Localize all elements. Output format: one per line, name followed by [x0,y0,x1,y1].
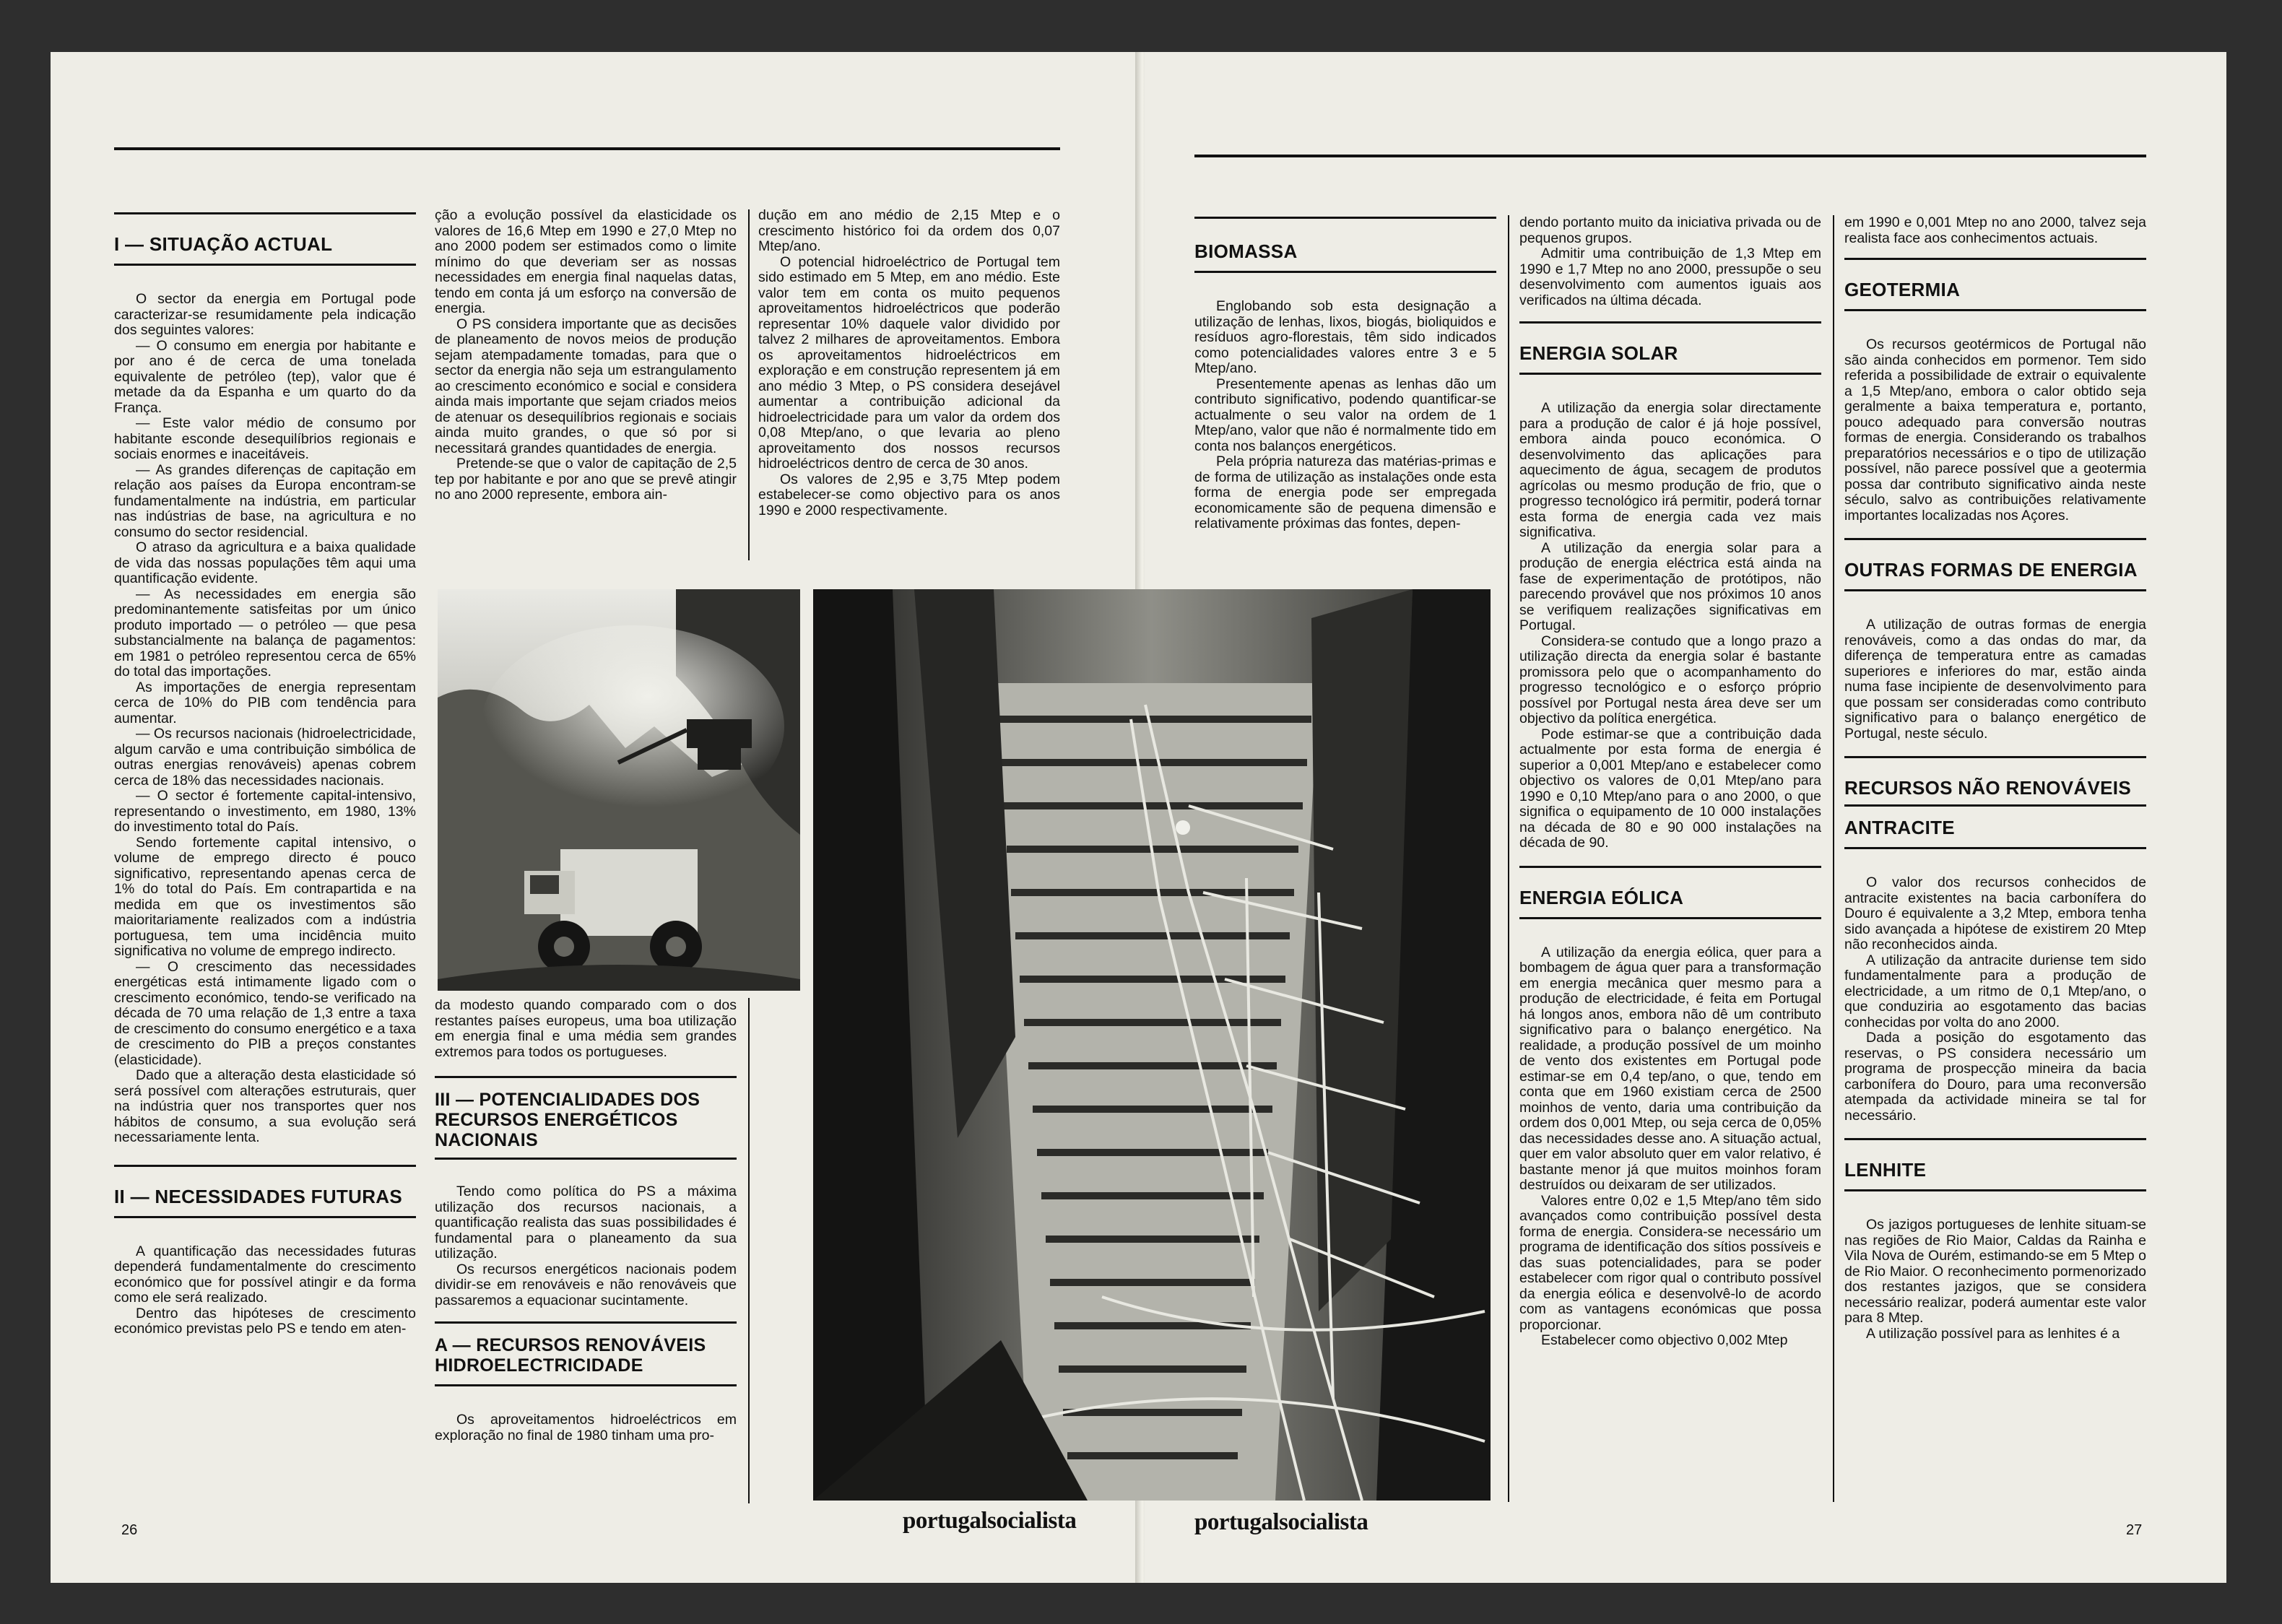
paragraph: Pela própria natureza das matérias-primas e de forma de utilização as instalações onde esta forma de energia pode ser empregada economicamente são de pequena dimensão e relativamente próximas das fontes, depen- [1194,453,1496,531]
paragraph: O potencial hidroeléctrico de Portugal tem sido estimado em 5 Mtep, em ano médio. Este valor tem em conta os muito pequenos aproveitamentos hidroeléctricos que poderão representar 10% daquele valor dividido por talvez 2 milhares de aproveitamentos. Embora os aproveitamentos hidroeléctricos em exploração e em construção representem já em ano médio 3 Mtep, o PS considera desejável aumentar a contribuição adicional da hidroelectricidade para um valor da ordem dos 0,08 Mtep/ano, o que levaria ao pleno aproveitamento dos nossos recursos hidroeléctricos dentro de cerca de 30 anos. [758,253,1060,472]
paragraph: O sector da energia em Portugal pode caracterizar-se resumidamente pela indicação dos seguintes valores: [114,291,416,338]
paragraph: — O sector é fortemente capital-intensivo, representando o investimento, em 1980, 13% do investimento total do País. [114,788,416,835]
masthead-left: portugalsocialista [903,1508,1077,1534]
paragraph: Dentro das hipóteses de crescimento económico previstas pelo PS e tendo em aten- [114,1305,416,1337]
paragraph: Presentemente apenas as lenhas dão um contributo significativo, podendo quantificar-se actualmente o seu valor na ordem de 1 Mtep/ano, valor que não é normalmente tido em conta nos balanços energéticos. [1194,375,1496,454]
masthead-right: portugalsocialista [1194,1509,1368,1535]
paragraph: Considera-se contudo que a longo prazo a utilização directa da energia solar é bastante promissora pelo que o acompanhamento do progresso tecnológico e o esforço próprio possível por Portugal nesta área deve ser um objectivo da política energética. [1519,633,1821,726]
paragraph: Tendo como política do PS a máxima utilização dos recursos nacionais, a quantificação realista das suas possibilidades é fundamental para o planeamento da sua utilização. [435,1184,737,1262]
section-heading: ENERGIA EÓLICA [1519,866,1821,919]
paragraph: Valores entre 0,02 e 1,5 Mtep/ano têm sido avançados como contribuição possível desta forma de energia. Considera-se necessário um programa de identificação dos sítios possíveis e das suas potencialidades, para se poder estabelecer com rigor qual o contributo possível da energia eólica e desenvolvê-lo de acordo com as vantagens económicas que possa proporcionar. [1519,1192,1821,1333]
paragraph: — O crescimento das necessidades energéticas está intimamente ligado com o crescimento económico, tendo-se verificado na década de 70 uma relação de 1,3 entre a taxa de crescimento do consumo energético e a taxa de crescimento do PIB a preços constantes (elasticidade). [114,958,416,1068]
paragraph: dução em ano médio de 2,15 Mtep e o crescimento histórico foi da ordem dos 0,07 Mtep/ano. [758,207,1060,254]
left-column-1 [114,212,416,1337]
paragraph: A utilização da energia eólica, quer para a bombagem de água quer para a transformação em energia mecânica quer mesmo para a produção de electricidade, é feita em Portugal há longos anos, embora não dê um contributo significativo para o balanço energético. Na realidade, a produção possível de um moinho de vento dos existentes em Portugal pode estimar-se em 0,4 tep/ano, o que, tendo em conta que em 1960 existiam cerca de 2500 moinhos de vento, daria uma contribuição da ordem dos 0,001 Mtep, ou seja cerca de 0,05% das necessidades desse ano. A situação actual, quer em valor absoluto quer em valor relativo, é bastante menor já que muitos moinhos foram destruídos ou deixaram de ser utilizados. [1519,944,1821,1193]
paragraph: A utilização da antracite duriense tem sido fundamentalmente para a produção de electricidade, a um ritmo de 0,1 Mtep/ano, o que conduziria ao esgotamento das bacias conhecidas por volta do ano 2000. [1844,952,2146,1030]
paragraph: Os jazigos portugueses de lenhite situam-se nas regiões de Rio Maior, Caldas da Rainha e Vila Nova de Ourém, estimando-se em 5 Mtep o de Rio Maior. O reconhecimento pormenorizado dos restantes jazigos, que se considera necessário realizar, poderá aumentar este valor para 8 Mtep. [1844,1217,2146,1326]
top-rule-right [1194,155,2146,157]
column-divider [1833,215,1834,1502]
left-column-2-top [435,208,737,503]
paragraph: Englobando sob esta designação a utilização de lenhas, lixos, biogás, bioliquidos e resíduos agro-florestais, têm sido indicados como potencialidades valores entre 3 e 5 Mtep/ano. [1194,298,1496,376]
paragraph: — Os recursos nacionais (hidroelectricidade, algum carvão e uma contribuição simbólica de outras energias renováveis) apenas cobrem cerca de 18% das necessidades nacionais. [114,726,417,789]
paragraph: dendo portanto muito da iniciativa privada ou de pequenos grupos. [1519,214,1821,246]
left-column-2-bottom [435,998,737,1443]
paragraph: — Este valor médio de consumo por habitante esconde desequilíbrios regionais e sociais enormes e inaceitáveis. [114,415,416,462]
top-rule-left [114,147,1060,150]
paragraph: — As grandes diferenças de capitação em relação aos países da Europa encontram-se fundamentalmente na indústria, em particular nas indústrias de base, na agricultura e no consumo do sector residencial. [114,461,416,540]
section-heading: A — RECURSOS RENOVÁVEIS HIDROELECTRICIDADE [435,1321,737,1386]
paragraph: Dada a posição do esgotamento das reservas, o PS considera necessário um programa de prospecção mineira da bacia carbonífera do Douro, para uma reconversão atempada da actividade mineira se tal for necessário. [1844,1030,2146,1124]
mining-truck-photo [438,589,800,991]
paragraph: Os aproveitamentos hidroeléctricos em exploração no final de 1980 tinham uma pro- [435,1412,737,1443]
paragraph: em 1990 e 0,001 Mtep no ano 2000, talvez seja realista face aos conhecimentos actuais. [1844,214,2146,246]
paragraph: — As necessidades em energia são predominantemente satisfeitas por um único produto importado — o petróleo — que pesa substancialmente na balança de pagamentos: em 1981 o petróleo representou cerca de 65% do total das importações. [114,586,416,679]
paragraph: O valor dos recursos conhecidos de antracite existentes na bacia carbonífera do Douro é equivalente a 3,2 Mtep, embora tenha sido avançada a hipótese de existirem 20 Mtep não reconhecidos ainda. [1844,874,2146,952]
paragraph: — O consumo em energia por habitante e por ano é de cerca de uma tonelada equivalente de petróleo (tep), valor que é metade da da Espanha e um quarto do da França. [114,337,416,416]
section-heading: GEOTERMIA [1844,258,2146,311]
column-divider [748,209,750,560]
paragraph: Dado que a alteração desta elasticidade só será possível com alterações estruturais, quer na indústria quer nos transportes quer nos hábitos de consumo, a sua evolução será necessariamente lenta. [114,1067,416,1145]
section-heading: ANTRACITE [1844,804,2146,849]
paragraph: Pretende-se que o valor de capitação de 2,5 tep por habitante e por ano que se prevê atingir no ano 2000 represente, embora ain- [435,456,737,503]
paragraph: As importações de energia representam cerca de 10% do PIB com tendência para aumentar. [114,679,416,726]
paragraph: A quantificação das necessidades futuras dependerá fundamentalmente do crescimento económico que for possível atingir e da forma como ele será realizado. [114,1243,416,1306]
paragraph: Sendo fortemente capital intensivo, o volume de emprego directo é pouco significativo, representando apenas cerca de 1% do total do País. Em contrapartida e na medida em que os investimentos são maioritariamente realizados com a indústria portuguesa, tem uma incidência muito significativa no volume de emprego indirecto. [114,834,416,959]
section-heading: II — NECESSIDADES FUTURAS [114,1165,416,1218]
section-heading: III — POTENCIALIDADES DOS RECURSOS ENERGÉTICOS NACIONAIS [435,1076,737,1160]
paragraph: Pode estimar-se que a contribuição dada actualmente por esta forma de energia é superior a 0,001 Mtep/ano e estabelecer como objectivo os valores de 0,01 Mtep/ano para 1990 e 0,10 Mtep/ano para o ano 2000, o que significa o equipamento de 10 000 instalações na década de 80 e 90 000 instalações na década de 90. [1519,726,1821,851]
right-column-1 [1194,217,1496,532]
paragraph: A utilização possível para as lenhites é a [1866,1325,2120,1342]
paragraph: O atraso da agricultura e a baixa qualidade de vida das nossas populações têm aqui uma quantificação evidente. [114,539,416,586]
staircase-scaffolding-photo [813,589,1491,1501]
right-column-2 [1519,215,1821,1349]
section-heading: OUTRAS FORMAS DE ENERGIA [1844,538,2146,591]
column-divider [1508,215,1509,1502]
paragraph: Os recursos geotérmicos de Portugal não são ainda conhecidos em pormenor. Tem sido referida a possibilidade de extrair o equivalente a 1,5 Mtep/ano, embora o calor obtido seja geralmente a baixa temperatura e, portanto, pouco adequado para conversão noutras formas de energia. Considerando os trabalhos preparatórios necessários e o tipo de utilização possível, não parece possível que a geotermia possa dar contributo significativo ainda neste século, salvo as contribuições relativamente importantes localizadas nos Açores. [1844,336,2146,524]
paragraph: da modesto quando comparado com o dos restantes países europeus, uma boa utilização em energia final e uma média sem grandes extremos para todos os portugueses. [435,997,737,1060]
section-heading: ENERGIA SOLAR [1519,321,1821,375]
left-column-3-top [758,208,1060,518]
paragraph: Admitir uma contribuição de 1,3 Mtep em 1990 e 1,7 Mtep no ano 2000, pressupõe o seu desenvolvimento com aumentos iguais aos verificados na última década. [1519,246,1821,308]
paragraph: A utilização da energia solar para a produção de energia eléctrica está ainda na fase de experimentação de protótipos, não parecendo provável que nos próximos 10 anos se verifiquem realizações significativas em Portugal. [1519,539,1821,633]
paragraph: A utilização de outras formas de energia renováveis, como a das ondas do mar, da diferença de temperatura entre as camadas superiores e inferiores do mar, estão ainda numa fase incipiente de desenvolvimento para que possam ser consideradas como contributo significativo para o balanço energético de Portugal, neste século. [1844,617,2146,742]
paragraph: O PS considera importante que as decisões de planeamento de novos meios de produção sejam atempadamente tomadas, para que o sector da energia não seja um estrangulamento ao crescimento económico e social e considera ainda mais importante que sejam criados meios de atenuar os desequilíbrios regionais e sociais ainda muito grandes, o que só por si necessitará grandes quantidades de energia. [435,316,737,456]
paragraph: Os recursos energéticos nacionais podem dividir-se em renováveis e não renováveis que passaremos a equacionar sucintamente. [435,1261,737,1308]
paragraph: A utilização da energia solar directamente para a produção de calor é já hoje possível, embora ainda pouco económica. O desenvolvimento das aplicações para aquecimento de água, secagem de produtos agrícolas ou mesmo produção de frio, que o progresso tecnológico irá permitir, poderá tornar esta forma de energia cada vez mais significativa. [1519,400,1821,540]
paragraph: Os valores de 2,95 e 3,75 Mtep podem estabelecer-se como objectivo para os anos 1990 e 2000 respectivamente. [758,471,1060,518]
paragraph: Estabelecer como objectivo 0,002 Mtep [1541,1332,1788,1348]
right-column-3 [1844,215,2146,1342]
page-number-right: 27 [2126,1522,2143,1538]
section-heading: I — SITUAÇÃO ACTUAL [114,212,416,266]
section-heading: RECURSOS NÃO RENOVÁVEIS [1844,756,2146,804]
section-heading: LENHITE [1844,1138,2146,1191]
column-divider [748,998,750,1503]
paragraph: ção a evolução possível da elasticidade os valores de 16,6 Mtep em 1990 e 27,0 Mtep no ano 2000 podem ser estimados como o limite mínimo do que deveriam ser as nossas necessidades em energia final naquelas datas, tendo em conta já um esforço na conversão de energia. [435,207,737,316]
page-number-left: 26 [121,1522,138,1538]
section-heading: BIOMASSA [1194,217,1496,273]
